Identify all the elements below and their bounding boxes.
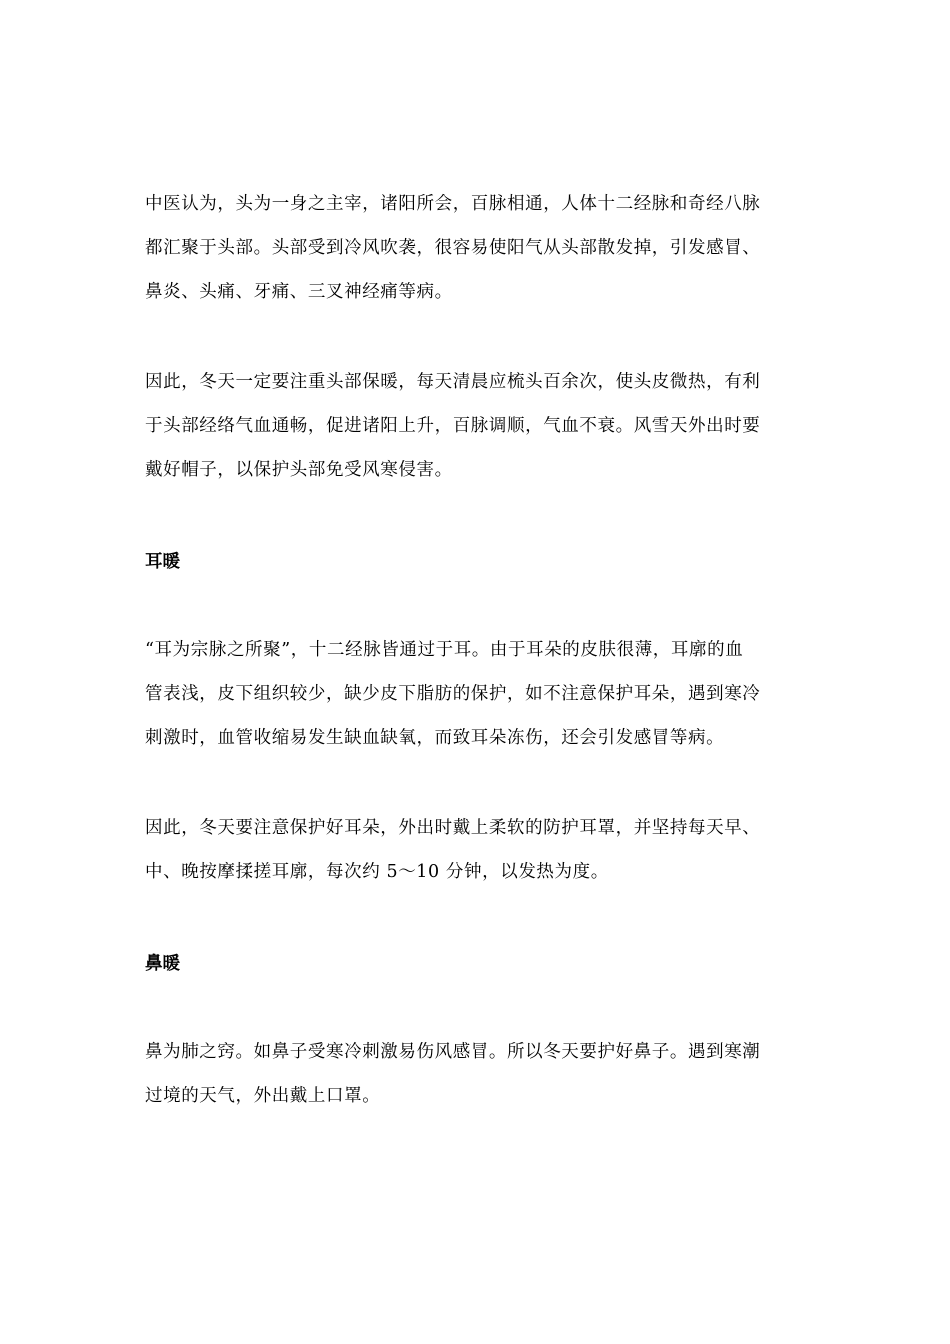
paragraph-head-warmth-advice: 因此，冬天一定要注重头部保暖，每天清晨应梳头百余次，使头皮微热，有利 于头部经络气血通畅，促进诸阳上升，百脉调顺，气血不衰。风雪天外出时要 戴好帽子，以保护头部免受风寒侵害。 (145, 372, 761, 480)
paragraph-head-warmth-theory: 中医认为，头为一身之主宰，诸阳所会，百脉相通，人体十二经脉和奇经八脉 都汇聚于头部。头部受到冷风吹袭，很容易使阳气从头部散发掉，引发感冒、 鼻炎、头痛、牙痛、三叉神经痛等病。 (145, 194, 761, 302)
paragraph-nose-warmth: 鼻为肺之窍。如鼻子受寒冷刺激易伤风感冒。所以冬天要护好鼻子。遇到寒潮 过境的天气，外出戴上口罩。 (145, 1042, 761, 1106)
section-heading-ear-warmth: 耳暖 (145, 552, 180, 572)
paragraph-ear-warmth-advice: 因此，冬天要注意保护好耳朵，外出时戴上柔软的防护耳罩，并坚持每天早、 中、晚按摩揉搓耳廓，每次约 5～10 分钟，以发热为度。 (145, 818, 761, 882)
paragraph-ear-warmth-theory: “耳为宗脉之所聚”，十二经脉皆通过于耳。由于耳朵的皮肤很薄，耳廓的血 管表浅，皮下组织较少，缺少皮下脂肪的保护，如不注意保护耳朵，遇到寒冷 刺激时，血管收缩易发生缺血缺氧，而致耳朵冻伤，还会引发感冒等病。 (145, 640, 761, 748)
section-heading-nose-warmth: 鼻暖 (145, 954, 180, 974)
